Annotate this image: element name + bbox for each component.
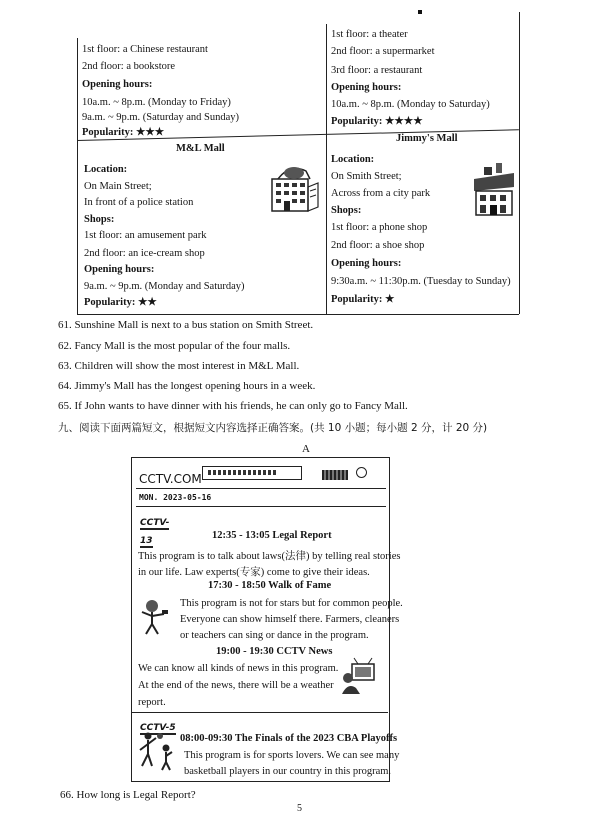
fancy-hours-1: 10a.m. ~ 8p.m. (Monday to Saturday) [331,99,490,110]
jimmy-mall-name: Jimmy's Mall [396,133,458,144]
building-illustration [266,157,322,215]
date-label: MON. 2023-05-16 [139,493,212,502]
search-box-texture [208,470,278,475]
cctv13-logo: CCTV-13 [140,518,170,546]
fancy-floor-3: 3rd floor: a restaurant [331,65,423,76]
search-button[interactable] [322,470,348,480]
question-66: 66. How long is Legal Report? [60,789,196,801]
program1-line2: in our life. Law experts(专家) come to give their ideas. [138,567,370,578]
table-border-middle [326,24,327,314]
ml-shop-1: 1st floor: an amusement park [84,230,207,241]
program1-line1: This program is to talk about laws(法律) by telling real stories [138,551,401,562]
ml-location-2: In front of a police station [84,197,194,208]
program3-title: 19:00 - 19:30 CCTV News [216,646,333,657]
jimmy-location-2: Across from a city park [331,188,431,199]
ml-popularity: Popularity: ★★ [84,297,157,308]
section-divider [132,712,388,713]
tv-news-illustration [338,658,378,696]
statement-65: 65. If John wants to have dinner with his friends, he can only go to Fancy Mall. [58,400,408,412]
statement-64: 64. Jimmy's Mall has the longest opening hours in a week. [58,380,316,392]
table-border-left [77,38,78,314]
section-header: 九、阅读下面两篇短文，根据短文内容选择正确答案。(共 10 小题；每小题 2 分，计 20 分) [58,422,488,434]
fancy-popularity: Popularity: ★★★★ [331,116,423,127]
search-box[interactable] [202,466,302,480]
store-illustration [470,161,518,221]
program2-title: 17:30 - 18:50 Walk of Fame [208,580,332,591]
jimmy-location-label: Location: [331,154,375,165]
fancy-floor-2: 2nd floor: a supermarket [331,46,435,57]
program3-line1: We can know all kinds of news in this program. [138,663,339,674]
fancy-hours-label: Opening hours: [331,82,402,93]
table-border-right [519,12,520,314]
program4-title: 08:00-09:30 The Finals of the 2023 CBA Playoffs [180,733,398,744]
program1-title: 12:35 - 13:05 Legal Report [212,530,332,541]
jimmy-shop-1: 1st floor: a phone shop [331,222,428,233]
jimmy-hours-label: Opening hours: [331,258,402,269]
program4-line2: basketball players in our country in this program. [184,766,392,777]
ml-hours-label: Opening hours: [84,264,155,275]
sunshine-hours-2: 9a.m. ~ 9p.m. (Saturday and Sunday) [82,112,240,123]
page-number: 5 [297,803,302,814]
ml-mall-name: M&L Mall [176,143,225,154]
ml-shop-2: 2nd floor: an ice-cream shop [84,248,205,259]
ml-location-label: Location: [84,164,128,175]
passage-label: A [302,443,310,455]
ml-hours-1: 9a.m. ~ 9p.m. (Monday and Saturday) [84,281,245,292]
statement-63: 63. Children will show the most interest in M&L Mall. [58,360,300,372]
statement-61: 61. Sunshine Mall is next to a bus station on Smith Street. [58,319,314,331]
program3-line2: At the end of the news, there will be a weather [138,680,334,691]
cctv5-logo: CCTV-5 [140,723,176,733]
table-border-bottom [77,314,519,315]
jimmy-popularity: Popularity: ★ [331,294,395,305]
program4-line1: This program is for sports lovers. We can see many [184,750,400,761]
jimmy-shop-2: 2nd floor: a shoe shop [331,240,425,251]
corner-mark [418,10,422,14]
sunshine-hours-1: 10a.m. ~ 8p.m. (Monday to Friday) [82,97,231,108]
program2-line3: or teachers can sing or dance in the program. [180,630,369,641]
ml-shops-label: Shops: [84,214,115,225]
program2-line2: Everyone can show himself there. Farmers, cleaners [180,614,400,625]
header-divider [136,488,386,489]
performer-illustration [136,598,172,636]
sunshine-floor-2: 2nd floor: a bookstore [82,61,176,72]
jimmy-location-1: On Smith Street; [331,171,402,182]
statement-62: 62. Fancy Mall is the most popular of the four malls. [58,340,291,352]
ml-location-1: On Main Street; [84,181,152,192]
sunshine-popularity: Popularity: ★★★ [82,127,165,138]
sunshine-hours-label: Opening hours: [82,79,153,90]
jimmy-hours-1: 9:30a.m. ~ 11:30p.m. (Tuesday to Sunday) [331,276,511,287]
site-name: CCTV.COM [139,472,202,486]
settings-icon[interactable] [356,467,367,478]
date-divider [136,506,386,507]
tv-schedule-card [131,457,403,782]
program2-line1: This program is not for stars but for common people. [180,598,403,609]
program3-line3: report. [138,697,166,708]
basketball-illustration [136,730,180,772]
fancy-floor-1: 1st floor: a theater [331,29,408,40]
jimmy-shops-label: Shops: [331,205,362,216]
sunshine-floor-1: 1st floor: a Chinese restaurant [82,44,208,55]
